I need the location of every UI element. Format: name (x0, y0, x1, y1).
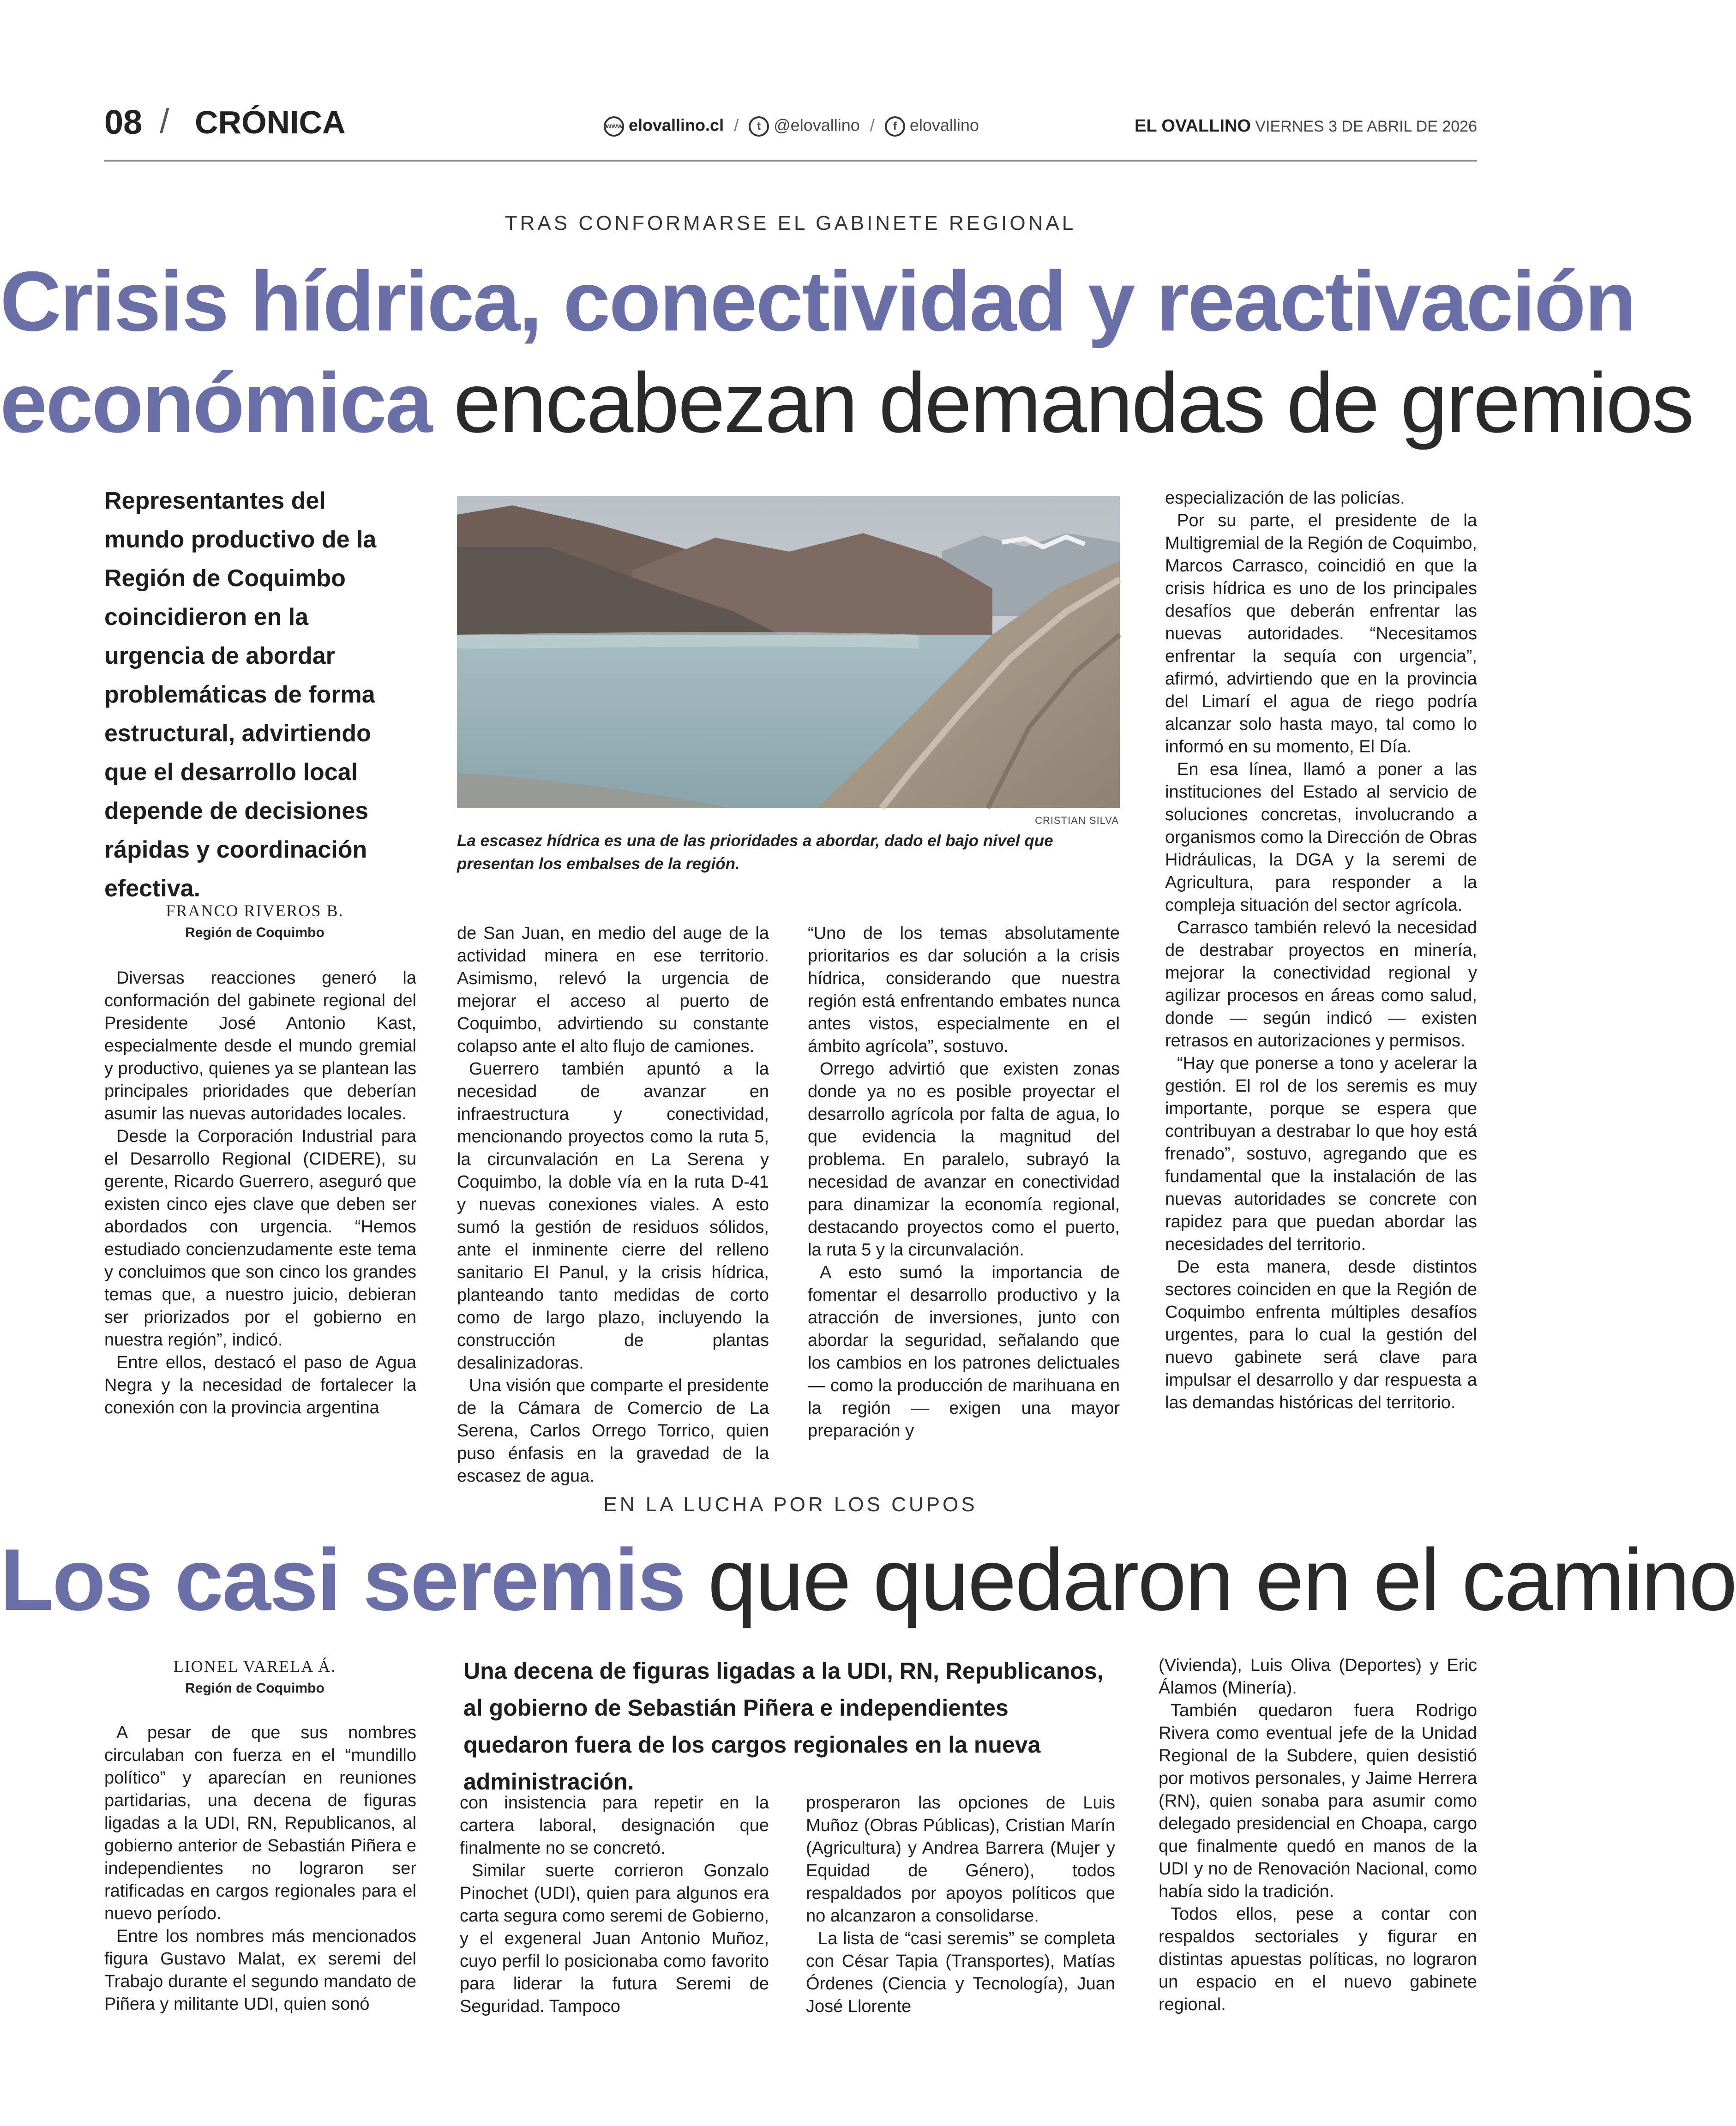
page-number: 08 (104, 103, 143, 141)
photo-caption: La escasez hídrica es una de las prioridades a abordar, dado el bajo nivel que presentan los embalses de la región. (457, 832, 1053, 873)
paragraph: La lista de “casi seremis” se completa con César Tapia (Transportes), Matías Órdenes (Ciencia y Tecnología), Juan José Llorente (806, 1929, 1115, 2016)
article2-column-1 (104, 1722, 416, 2016)
paragraph: Diversas reacciones generó la conformación del gabinete regional del Presidente José Antonio Kast, especialmente desde el mundo gremial y productivo, quienes ya se plantean las principales prioridades que deberían asumir las nuevas autoridades locales. (104, 968, 416, 1123)
separator: / (734, 115, 739, 135)
article2-column-2 (460, 1792, 769, 2018)
section-title: CRÓNICA (195, 104, 346, 140)
header-slash: / (160, 102, 169, 140)
article1-kicker: TRAS CONFORMARSE EL GABINETE REGIONAL (505, 212, 1076, 234)
website-link[interactable]: elovallino.cl (629, 115, 724, 135)
paragraph: A esto sumó la importancia de fomentar el desarrollo productivo y la atracción de inversiones, junto con abordar la seguridad, señalando que los cambios en los patrones delictuales — como la producción de marihuana en la región — exigen una mayor preparación y (808, 1263, 1120, 1441)
paragraph: Por su parte, el presidente de la Multigremial de la Región de Coquimbo, Marcos Carrasco, coincidió en que la crisis hídrica es uno de los principales desafíos que deberán enfrentar las nuevas autoridades. “Necesitamos enfrentar la sequía con urgencia”, afirmó, advirtiendo que en la provincia del Limarí el agua de riego podría alcanzar solo hasta mayo, tal como lo informó en su momento, El Día. (1165, 511, 1477, 757)
paragraph: Entre los nombres más mencionados figura Gustavo Malat, ex seremi del Trabajo durante el segundo mandato de Piñera y militante UDI, quien sonó (104, 1927, 416, 2014)
paragraph: (Vivienda), Luis Oliva (Deportes) y Eric Álamos (Minería). (1159, 1656, 1477, 1698)
article1-lead: Representantes del mundo productivo de la Región de Coquimbo coincidieron en la urgencia de abordar problemáticas de forma estructural, advirtiendo que el desarrollo local depende de decisiones rápidas y coordinación efectiva. (104, 487, 377, 902)
headline-highlight: Los casi seremis (0, 1531, 685, 1629)
headline-rest: que quedaron en el camino (708, 1531, 1736, 1629)
separator: / (870, 115, 875, 135)
paragraph: Entre ellos, destacó el paso de Agua Negra y la necesidad de fortalecer la conexión con la provincia argentina (104, 1353, 416, 1417)
paragraph: También quedaron fuera Rodrigo Rivera como eventual jefe de la Unidad Regional de la Subdere, quien desistió por motivos personales, y Jaime Herrera (RN), quien sonaba para asumir como delegado presidencial en Choapa, cargo que finalmente quedó en manos de la UDI y no de Renovación Nacional, como había sido la tradición. (1159, 1701, 1477, 1901)
article1-column-4 (1165, 487, 1477, 1414)
headline-highlight: económica (0, 355, 432, 450)
paragraph: “Uno de los temas absolutamente prioritarios es dar solución a la crisis hídrica, considerando que nuestra región está enfrentando embates nunca antes vistos, especialmente en el ámbito agrícola”, sostuvo. (808, 924, 1120, 1056)
article2-lead: Una decena de figuras ligadas a la UDI, RN, Republicanos, al gobierno de Sebastián Piñera e independientes quedaron fuera de los cargos regionales en la nueva administración. (463, 1658, 1104, 1795)
social-links (604, 116, 979, 137)
article1-column-3 (808, 922, 1120, 1442)
paragraph: de San Juan, en medio del auge de la actividad minera en ese territorio. Asimismo, relevó la urgencia de mejorar el acceso al puerto de Coquimbo, advirtiendo su constante colapso ante el alto flujo de camiones. (457, 924, 769, 1056)
twitter-handle[interactable]: @elovallino (774, 115, 860, 135)
headline-highlight: Crisis hídrica, conectividad y reactivación (0, 253, 1635, 348)
paragraph: Una visión que comparte el presidente de la Cámara de Comercio de La Serena, Carlos Orrego Torrico, quien puso énfasis en la gravedad de la escasez de agua. (457, 1376, 769, 1486)
paragraph: Todos ellos, pese a contar con respaldos sectoriales y figurar en distintas apuestas políticas, no lograron un espacio en el nuevo gabinete regional. (1159, 1904, 1477, 2014)
article2-column-3 (806, 1792, 1115, 2018)
paragraph: Carrasco también relevó la necesidad de destrabar proyectos en minería, mejorar la conectividad regional y agilizar procesos en áreas como salud, donde — según indicó — existen retrasos en autorizaciones y permisos. (1165, 918, 1477, 1051)
article2-column-4 (1159, 1654, 1477, 2016)
article2-headline (0, 1531, 1736, 1629)
article1-column-1 (104, 967, 416, 1419)
paragraph: A pesar de que sus nombres circulaban con fuerza en el “mundillo político” y aparecían en reuniones partidarias, una decena de figuras ligadas a la UDI, RN, Republicanos, al gobierno anterior de Sebastián Piñera e independientes no lograron ser ratificadas en cargos regionales para el nuevo período. (104, 1723, 416, 1923)
article1-column-2 (457, 922, 769, 1488)
facebook-icon: f (885, 116, 905, 137)
paragraph: con insistencia para repetir en la cartera laboral, designación que finalmente no se concretó. (460, 1793, 769, 1858)
facebook-handle[interactable]: elovallino (909, 115, 979, 135)
paragraph: prosperaron las opciones de Luis Muñoz (Obras Públicas), Cristian Marín (Agricultura) y Andrea Barrera (Mujer y Equidad de Género), todos respaldados por apoyos políticos que no alcanzaron a consolidarse. (806, 1793, 1115, 1926)
paragraph: Orrego advirtió que existen zonas donde ya no es posible proyectar el desarrollo agrícola por falta de agua, lo que evidencia la magnitud del problema. En paralelo, subrayó la necesidad de avanzar en conectividad para dinamizar la economía regional, destacando proyectos como el puerto, la ruta 5 y la circunvalación. (808, 1059, 1120, 1260)
article2-author: LIONEL VARELA Á. (173, 1657, 336, 1676)
newspaper-date (1135, 117, 1477, 135)
article2-kicker: EN LA LUCHA POR LOS CUPOS (603, 1493, 978, 1516)
article1-location: Región de Coquimbo (185, 925, 324, 940)
reservoir-photo (457, 496, 1120, 808)
article1-author: FRANCO RIVEROS B. (166, 901, 344, 920)
newspaper-name: EL OVALLINO (1134, 116, 1251, 136)
article2-location: Región de Coquimbo (185, 1681, 324, 1696)
article1-headline-line1 (0, 253, 1635, 348)
paragraph: Similar suerte corrieron Gonzalo Pinochet (UDI), quien para algunos era carta segura como seremi de Gobierno, y el exgeneral Juan Antonio Muñoz, cuyo perfil lo posicionaba como favorito para liderar la futura Seremi de Seguridad. Tampoco (460, 1861, 769, 2016)
twitter-icon: t (749, 116, 769, 137)
headline-rest: encabezan demandas de gremios (453, 355, 1693, 450)
paragraph: especialización de las policías. (1165, 488, 1405, 508)
photo-credit: CRISTIAN SILVA (1035, 815, 1119, 826)
paragraph: “Hay que ponerse a tono y acelerar la gestión. El rol de los seremis es muy importante, porque se espera que contribuyan a destrabar lo que hoy está frenado”, sostuvo, agregando que es fundamental que la instalación de las nuevas autoridades se concrete con rapidez para que puedan abordar las necesidades del territorio. (1165, 1054, 1477, 1254)
paragraph: De esta manera, desde distintos sectores coinciden en que la Región de Coquimbo enfrenta múltiples desafíos urgentes, para lo cual la gestión del nuevo gabinete será clave para impulsar el desarrollo y dar respuesta a las demandas históricas del territorio. (1165, 1257, 1477, 1412)
globe-icon: www (604, 116, 624, 137)
issue-date: VIERNES 3 DE ABRIL DE 2026 (1255, 118, 1477, 135)
paragraph: En esa línea, llamó a poner a las instituciones del Estado al servicio de soluciones concretas, involucrando a organismos como la Dirección de Obras Hidráulicas, la DGA y la seremi de Agricultura, para responder a la compleja situación del sector agrícola. (1165, 760, 1477, 915)
paragraph: Desde la Corporación Industrial para el Desarrollo Regional (CIDERE), su gerente, Ricardo Guerrero, aseguró que existen cinco ejes clave que deben ser abordados con urgencia. “Hemos estudiado concienzudamente este tema y concluimos que son cinco los grandes temas que, a nuestro juicio, debieran ser priorizados por el gobierno en nuestra región”, indicó. (104, 1127, 416, 1350)
article1-headline-line2 (0, 355, 1693, 450)
paragraph: Guerrero también apuntó a la necesidad de avanzar en infraestructura y conectividad, mencionando proyectos como la ruta 5, la circunvalación en La Serena y Coquimbo, la doble vía en la ruta D-41 y nuevas conexiones viales. A esto sumó la gestión de residuos sólidos, ante el inminente cierre del relleno sanitario El Panul, y la crisis hídrica, planteando tanto medidas de corto como de largo plazo, incluyendo la construcción de plantas desalinizadoras. (457, 1059, 769, 1373)
page-header (104, 97, 1477, 162)
